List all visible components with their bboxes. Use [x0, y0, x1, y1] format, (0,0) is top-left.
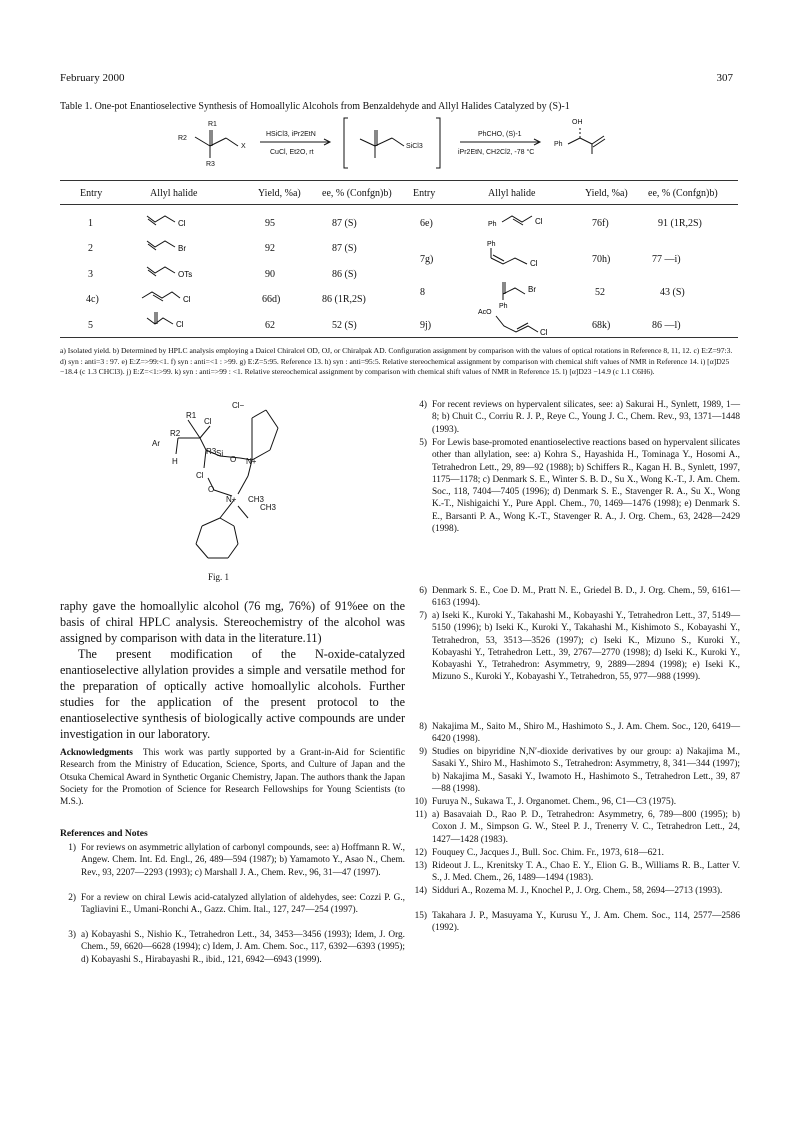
figure-1-structure [148, 398, 298, 578]
reference-number: 6) [419, 586, 427, 596]
ee-cell: 87 (S) [332, 243, 357, 254]
yield-cell: 90 [265, 269, 275, 280]
col-ee-left: ee, % (Confgn)b) [322, 188, 392, 199]
fig-n-oxide-2: N+ [226, 495, 237, 504]
yield-cell: 62 [265, 320, 275, 331]
scheme-r3: R3 [206, 161, 215, 168]
running-header-date: February 2000 [60, 72, 125, 84]
entry-cell: 2 [88, 243, 93, 254]
entry-cell: 6e) [420, 218, 433, 229]
allyl-halide-structure [488, 212, 558, 228]
halide-label: Cl [530, 259, 538, 268]
ee-cell: 86 —l) [652, 320, 681, 331]
col-yield-right: Yield, %a) [585, 188, 628, 199]
ee-cell: 86 (1R,2S) [322, 294, 366, 305]
reference-number: 11) [414, 810, 427, 820]
scheme-x: X [241, 143, 246, 150]
reference-number: 2) [68, 893, 76, 903]
reference-text: For reviews on asymmetric allylation of carbonyl compounds, see: a) Hoffmann R. W., Angew. Chem. Int. Ed. Engl., 26, 489—594 (1987); b) Yamamoto Y., Asao N., Chem. Rev., 93, 2207—2293 (1993); c) Marshall J. A., Chem. Rev., 96, 31—47 (1997). [81, 843, 405, 878]
fig-r1: R1 [186, 411, 197, 420]
reference-number: 5) [419, 438, 427, 448]
halide-label: Cl [176, 320, 184, 329]
reference-number: 7) [419, 611, 427, 621]
yield-cell: 76f) [592, 218, 609, 229]
col-halide-right: Allyl halide [488, 188, 536, 199]
fig-oxygen-2: O [208, 485, 215, 494]
body-paragraph-1: raphy gave the homoallylic alcohol (76 mg, 76%) of 91%ee on the basis of chiral HPLC analysis. Stereochemistry of the alcohol was assigned by comparison with data in the literature.11) [60, 599, 405, 645]
reference-text: Takahara J. P., Masuyama Y., Kurusu Y., J. Am. Chem. Soc., 114, 2577—2586 (1992). [432, 911, 740, 934]
fig-r3: R3 [206, 447, 217, 456]
figure-caption: Fig. 1 [208, 572, 230, 582]
fig-chloride: Cl− [232, 401, 245, 410]
reference-number: 3) [68, 930, 76, 940]
reference-text: For recent reviews on hypervalent silicates, see: a) Sakurai H., Synlett, 1989, 1—8; b) Chuit C., Corriu R. J. P., Reye C., Young J. C., Chem. Rev., 93, 1371—1448 (1993). [432, 400, 740, 435]
reference-text: For Lewis base-promoted enantioselective reactions based on hypervalent silicates other than allylation, see: a) Kohra S., Hayashida H., Tominaga Y., Hosomi A., Tetrahedron Lett., 29, 89—92 (1988); b) Schiffers R., Kagan H. B., Synlett, 1997, 1175—1178; c) Denmark S. E., Winter S. B. D., Su X., Wong K.-T., J. Am. Chem. Soc., 118, 7404—7405 (1996); d) Denmark S. E., Stavenger R. A., Su X., Wong K.-T., Nishigaichi Y., Pure Appl. Chem., 70, 1469—1476 (1998); e) Denmark S. E., Barsanti P. A., Wong K.-T., Stavenger R. A., J. Org. Chem., 63, 2428—2429 (1998). [432, 438, 740, 535]
fig-r2: R2 [170, 429, 181, 438]
reference-text: Rideout J. L., Krenitsky T. A., Chao E. Y., Elion G. B., Williams R. B., Latter V. S., J. Med. Chem., 26, 1489—1494 (1983). [432, 861, 740, 884]
scheme-oh: OH [572, 119, 583, 126]
fig-cl-lower: Cl [196, 471, 204, 480]
fig-methyl-2: CH3 [260, 503, 277, 512]
fig-h: H [172, 457, 178, 466]
allyl-halide-structure [145, 212, 195, 228]
scheme-ph: Ph [554, 141, 563, 148]
scheme-sicl3: SiCl3 [406, 143, 423, 150]
phenyl-label: Ph [487, 241, 496, 248]
allyl-halide-structure [145, 237, 195, 253]
reference-number: 4) [419, 400, 427, 410]
entry-cell: 5 [88, 320, 93, 331]
halide-label: OTs [178, 270, 193, 279]
reference-number: 15) [414, 911, 427, 921]
reference-number: 14) [414, 886, 427, 896]
ee-cell: 87 (S) [332, 218, 357, 229]
halide-label: Cl [540, 328, 548, 336]
references-heading: References and Notes [60, 828, 148, 839]
halide-label: Br [528, 285, 536, 294]
allyl-halide-structure [478, 306, 558, 336]
reference-number: 1) [68, 843, 76, 853]
entry-cell: 3 [88, 269, 93, 280]
allyl-halide-structure [485, 238, 555, 268]
ee-cell: 43 (S) [660, 287, 685, 298]
col-entry-left: Entry [80, 188, 103, 199]
yield-cell: 66d) [262, 294, 281, 305]
fig-silicon: Si [216, 449, 224, 458]
page-number: 307 [716, 72, 733, 84]
reference-text: For a review on chiral Lewis acid-catalyzed allylation of aldehydes, see: Cozzi P. G., Tagliavini E., Umani-Ronchi A., Gazz. Chim. Ital., 127, 247—254 (1997). [81, 893, 405, 916]
step1-conditions: CuCl, Et2O, rt [270, 149, 314, 156]
ee-cell: 52 (S) [332, 320, 357, 331]
ee-cell: 77 —i) [652, 254, 681, 265]
acknowledgments [60, 747, 405, 808]
reference-number: 10) [414, 797, 427, 807]
yield-cell: 92 [265, 243, 275, 254]
fig-n-oxide-1: N+ [246, 457, 257, 466]
reference-number: 13) [414, 861, 427, 871]
table-title: Table 1. One-pot Enantioselective Synthesis of Homoallylic Alcohols from Benzaldehyde and Allyl Halides Catalyzed by (S)-1 [60, 101, 570, 112]
halide-label: Cl [183, 295, 191, 304]
yield-cell: 68k) [592, 320, 611, 331]
allyl-halide-structure [145, 310, 200, 330]
table-rule-bottom [60, 337, 738, 338]
table-footnote: a) Isolated yield. b) Determined by HPLC analysis employing a Daicel Chiralcel OD, OJ, or Chiralpak AD. Configuration assignment by comparison with the values of optical rotations in Reference 8, 11, 12. c) E:Z=97:3. d) syn : anti=3 : 97. e) E:Z=>99:<1. f) syn : anti=<1 : >99. g) E:Z=5:95. Reference 13. h) syn : anti=95:5. Relative stereochemical assignment by comparison with chemical shift values of NMR in Reference 14. i) [α]D25 −18.4 (c 1.3 CHCl3). j) E:Z=<1:>99. k) syn : anti=>99 : <1. Relative stereochemical assignment by comparison with chemical shift values of NMR in Reference 15. l) [α]D23 −14.9 (c 1.1 C6H6). [60, 346, 733, 376]
reference-text: Studies on bipyridine N,N′-dioxide derivatives by our group: a) Nakajima M., Sasaki Y., Shiro M., Hashimoto S., Tetrahedron: Asymmetry, 8, 341—344 (1997); b) Nakajima M., Sasaki Y., Iwamoto H., Hashimoto S., Tetrahedron Lett., 39, 87—88 (1998). [432, 747, 740, 794]
entry-cell: 1 [88, 218, 93, 229]
step2-conditions: iPr2EtN, CH2Cl2, -78 °C [458, 149, 535, 156]
reference-text: Nakajima M., Saito M., Shiro M., Hashimoto S., J. Am. Chem. Soc., 120, 6419—6420 (1998). [432, 722, 740, 745]
table-rule-top [60, 180, 738, 181]
halide-label: Br [178, 244, 186, 253]
ee-cell: 91 (1R,2S) [658, 218, 702, 229]
allyl-halide-structure [140, 288, 200, 304]
fig-oxygen-1: O [230, 455, 237, 464]
reference-number: 12) [414, 848, 427, 858]
scheme-r2: R2 [178, 135, 187, 142]
acetoxy-label: AcO [478, 309, 492, 316]
ee-cell: 86 (S) [332, 269, 357, 280]
ack-heading: Acknowledgments [60, 748, 133, 758]
yield-cell: 70h) [592, 254, 611, 265]
fig-methyl-1: CH3 [248, 495, 265, 504]
entry-cell: 8 [420, 287, 425, 298]
reference-text: a) Kobayashi S., Nishio K., Tetrahedron Lett., 34, 3453—3456 (1993); Idem, J. Org. Chem., 59, 6620—6628 (1994); c) Idem, J. Am. Chem. Soc., 117, 6392—6393 (1995); d) Kobayashi S., Hirabayashi R., ibid., 121, 6942—6943 (1999). [81, 930, 405, 965]
reference-text: a) Basavaiah D., Rao P. D., Tetrahedron: Asymmetry, 6, 789—800 (1995); b) Coxon J. M., Simpson G. W., Steel P. J., Trenerry V. C., Tetrahedron Lett., 24, 1427—1428 (1983). [432, 810, 740, 845]
col-entry-right: Entry [413, 188, 436, 199]
step2-reagents: PhCHO, (S)-1 [478, 131, 522, 138]
entry-cell: 9j) [420, 320, 432, 331]
reaction-scheme [160, 112, 640, 172]
ack-text: This work was partly supported by a Grant-in-Aid for Scientific Research from the Ministry of Education, Science, Sports, and Culture of Japan and the Otsuka Chemical Award in Synthetic Organic Chemistry, Japan. The authors thank the Japan Society for the Promotion of Science for Research Fellowships for Young Scientists (to M.S.). [60, 748, 405, 808]
scheme-r1: R1 [208, 121, 217, 128]
phenyl-label: Ph [488, 221, 497, 228]
reference-text: Furuya N., Sukawa T., J. Organomet. Chem., 96, C1—C3 (1975). [432, 797, 677, 807]
yield-cell: 95 [265, 218, 275, 229]
reference-text: Sidduri A., Rozema M. J., Knochel P., J. Org. Chem., 58, 2694—2713 (1993). [432, 886, 723, 896]
col-yield-left: Yield, %a) [258, 188, 301, 199]
entry-cell: 7g) [420, 254, 434, 265]
yield-cell: 52 [595, 287, 605, 298]
table-rule-header [60, 204, 738, 205]
fig-cl-top: Cl [204, 417, 212, 426]
halide-label: Cl [178, 219, 186, 228]
allyl-halide-structure [145, 263, 200, 279]
fig-ar: Ar [152, 439, 160, 448]
reference-text: Denmark S. E., Coe D. M., Pratt N. E., Griedel B. D., J. Org. Chem., 59, 6161—6163 (1994). [432, 586, 740, 609]
reference-number: 8) [419, 722, 427, 732]
body-text-left [60, 598, 405, 742]
reference-number: 9) [419, 747, 427, 757]
col-halide-left: Allyl halide [150, 188, 198, 199]
reference-text: Fouquey C., Jacques J., Bull. Soc. Chim. Fr., 1973, 618—621. [432, 848, 664, 858]
entry-cell: 4c) [86, 294, 99, 305]
body-paragraph-2: The present modification of the N-oxide-catalyzed enantioselective allylation provides a simple and versatile method for the preparation of optically active homoallylic alcohols. Further studies for the application of the present protocol to the enantioselective synthesis of biologically active compounds are under investigation in our laboratory. [60, 647, 405, 741]
halide-label: Cl [535, 217, 543, 226]
col-ee-right: ee, % (Confgn)b) [648, 188, 718, 199]
phenyl-label: Ph [499, 303, 508, 310]
reference-text: a) Iseki K., Kuroki Y., Takahashi M., Kobayashi Y., Tetrahedron Lett., 37, 5149—5150 (1996); b) Iseki K., Kuroki Y., Takahashi M., Kishimoto S., Kobayashi Y., Tetrahedron, 53, 3513—3526 (1997); c) Iseki K., Mizuno S., Kuroki Y., Kobayashi Y., Tetrahedron Lett., 39, 2767—2770 (1998); d) Iseki K., Kuroki Y., Kobayashi Y., Tetrahedron: Asymmetry, 9, 2889—2894 (1998); e) Iseki K., Mizuno S., Kuroki Y., Kobayashi Y., Tetrahedron, 55, 977—988 (1999). [432, 611, 740, 683]
step1-reagents: HSiCl3, iPr2EtN [266, 131, 316, 138]
